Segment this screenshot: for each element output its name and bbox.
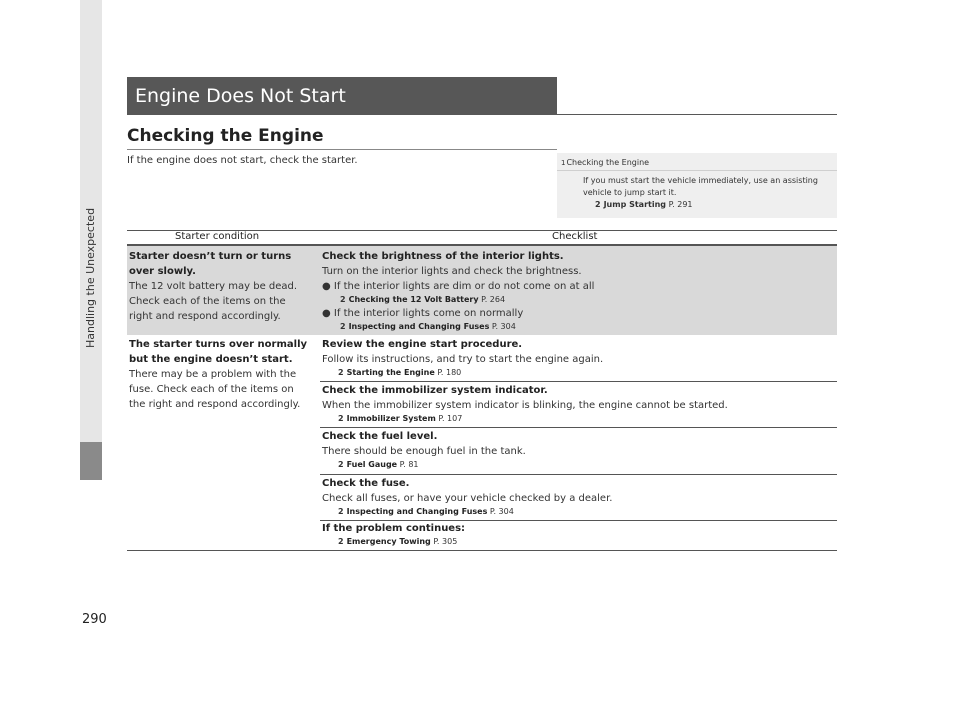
bullet-item: ● If the interior lights are dim or do not come on at all — [322, 281, 595, 292]
reference-link[interactable]: 2 Emergency Towing P. 305 — [338, 537, 458, 546]
bullet-icon: ● — [322, 281, 331, 292]
reference-link[interactable]: 2 Inspecting and Changing Fuses P. 304 — [340, 322, 516, 331]
note-marker-icon: 1 — [561, 159, 566, 167]
checklist-item: If the problem continues: 2 Emergency Towing P. 305 — [322, 521, 832, 548]
column-header-checklist: Checklist — [552, 231, 598, 242]
checklist-item: Check the fuel level. There should be enough fuel in the tank. 2 Fuel Gauge P. 81 — [322, 429, 832, 471]
section-title: Checking the Engine — [127, 126, 324, 146]
checklist-item: Review the engine start procedure. Follow its instructions, and try to start the engine again. 2 Starting the Engine P. 180 — [322, 337, 832, 379]
chapter-title-bar — [127, 77, 557, 114]
checklist-item: Check the immobilizer system indicator. When the immobilizer system indicator is blinking, the engine cannot be started. 2 Immobilizer System P. 107 — [322, 383, 832, 425]
row-divider — [320, 381, 837, 382]
chapter-title: Engine Does Not Start — [135, 85, 346, 107]
title-rule — [127, 114, 837, 115]
reference-link[interactable]: 2 Starting the Engine P. 180 — [338, 368, 462, 377]
reference-link[interactable]: 2 Checking the 12 Volt Battery P. 264 — [340, 295, 506, 304]
reference-arrow-icon: 2 — [338, 537, 344, 546]
reference-arrow-icon: 2 — [340, 295, 346, 304]
row-divider — [320, 427, 837, 428]
note-heading: 1Checking the Engine — [561, 158, 650, 167]
row1-checklist: Check the brightness of the interior lights. Turn on the interior lights and check the brightness. ● If the interior lights are dim or do not come on at all 2 Checking the 12 Volt Battery P. 264 ● If the interior lights come on normally 2 Inspecting and Changing Fuses P. 304 — [322, 249, 832, 333]
reference-link[interactable]: 2 Immobilizer System P. 107 — [338, 414, 463, 423]
side-note — [557, 153, 837, 218]
table-bottom-rule — [127, 550, 837, 551]
reference-arrow-icon: 2 — [340, 322, 346, 331]
reference-arrow-icon: 2 — [338, 507, 344, 516]
note-reference-link[interactable]: 2 Jump Starting P. 291 — [595, 200, 693, 209]
bullet-icon: ● — [322, 308, 331, 319]
row2-condition: The starter turns over normally but the engine doesn’t start. There may be a problem with the fuse. Check each of the items on the right and respond accordingly. — [129, 339, 308, 410]
sidebar-label: Handling the Unexpected — [84, 207, 97, 349]
checklist-item: Check the fuse. Check all fuses, or have your vehicle checked by a dealer. 2 Inspecting and Changing Fuses P. 304 — [322, 476, 832, 518]
note-text: If you must start the vehicle immediately, use an assisting vehicle to jump start it. — [583, 176, 818, 197]
reference-arrow-icon: 2 — [338, 460, 344, 469]
sidebar-tab-marker — [80, 442, 102, 480]
reference-arrow-icon: 2 — [595, 200, 601, 209]
page-number: 290 — [82, 612, 107, 627]
section-rule — [127, 149, 557, 150]
row-divider — [320, 474, 837, 475]
column-header-condition: Starter condition — [175, 231, 260, 242]
reference-link[interactable]: 2 Inspecting and Changing Fuses P. 304 — [338, 507, 514, 516]
intro-text: If the engine does not start, check the starter. — [127, 155, 358, 166]
note-rule — [557, 170, 837, 171]
row1-condition: Starter doesn’t turn or turns over slowly. The 12 volt battery may be dead. Check each of the items on the right and respond accordingly. — [129, 251, 298, 322]
reference-arrow-icon: 2 — [338, 414, 344, 423]
reference-link[interactable]: 2 Fuel Gauge P. 81 — [338, 460, 419, 469]
reference-arrow-icon: 2 — [338, 368, 344, 377]
bullet-item: ● If the interior lights come on normally — [322, 308, 524, 319]
